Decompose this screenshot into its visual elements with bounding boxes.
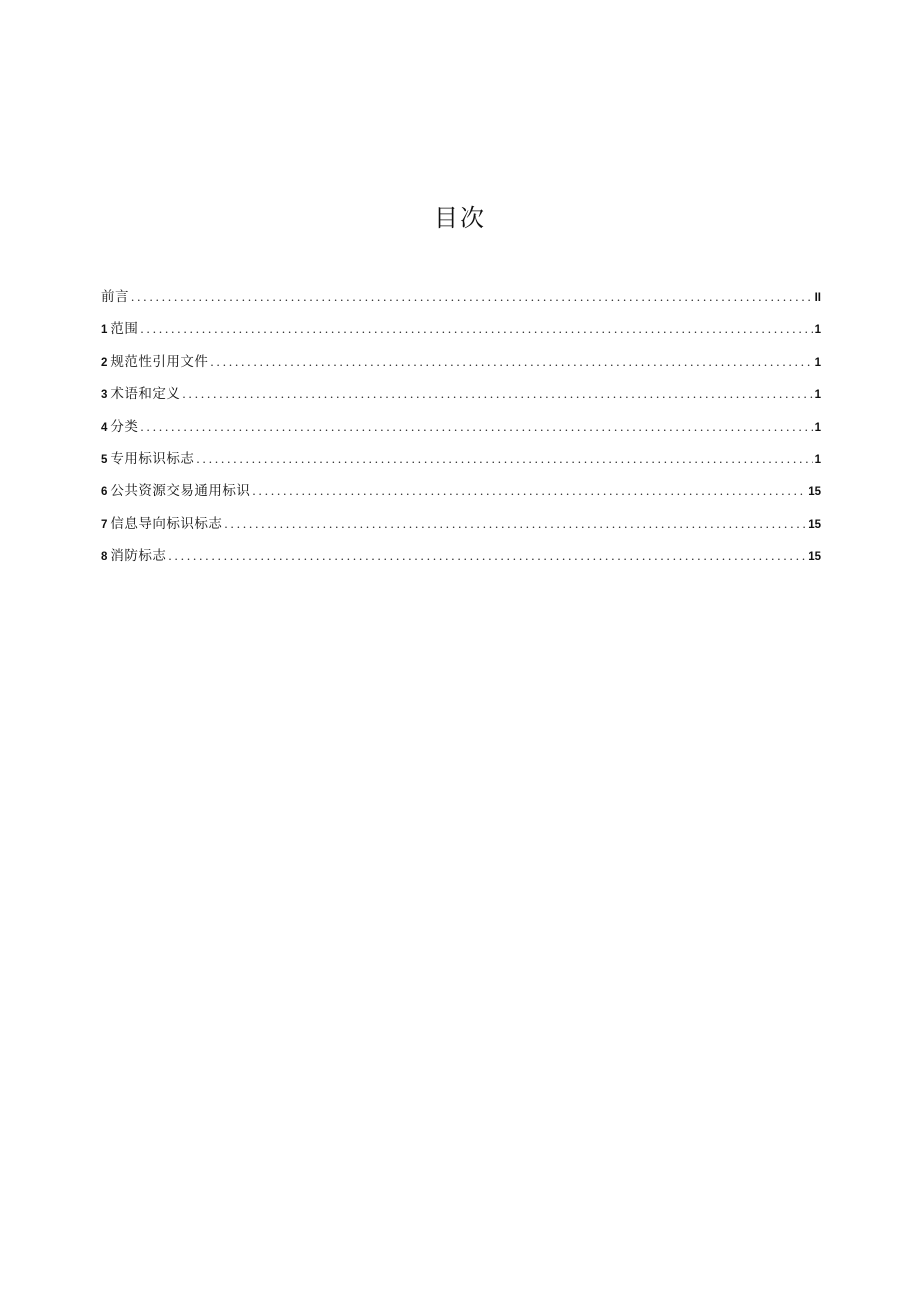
toc-entry-label: 消防标志 bbox=[110, 548, 167, 565]
toc-entry-label: 前言 bbox=[101, 289, 129, 305]
toc-title: 目次 bbox=[434, 204, 486, 232]
dot-leader bbox=[140, 415, 812, 439]
toc-entry-number: 8 bbox=[101, 551, 108, 564]
toc-entry-classification[interactable] bbox=[101, 415, 821, 447]
toc-entry-normative-references[interactable] bbox=[101, 350, 821, 382]
toc-entry-number: 7 bbox=[101, 518, 108, 531]
toc-entry-fire-signs[interactable] bbox=[101, 544, 821, 576]
dot-leader bbox=[224, 512, 806, 536]
dot-leader bbox=[140, 317, 812, 341]
toc-entry-number: 2 bbox=[101, 356, 108, 369]
table-of-contents bbox=[101, 285, 821, 577]
toc-entry-label: 术语和定义 bbox=[110, 386, 181, 403]
toc-entry-page: 15 bbox=[808, 518, 821, 531]
toc-entry-label: 信息导向标识标志 bbox=[110, 515, 223, 532]
toc-entry-foreword[interactable] bbox=[101, 285, 821, 317]
toc-entry-label: 分类 bbox=[110, 418, 139, 435]
toc-entry-page: 1 bbox=[814, 421, 821, 434]
toc-entry-number: 3 bbox=[101, 389, 108, 402]
toc-entry-page: 1 bbox=[814, 356, 821, 369]
dot-leader bbox=[196, 447, 812, 471]
toc-entry-page: 15 bbox=[808, 486, 821, 499]
toc-entry-number: 5 bbox=[101, 453, 108, 466]
toc-entry-page: 1 bbox=[814, 453, 821, 466]
dot-leader bbox=[252, 479, 806, 503]
dot-leader bbox=[210, 350, 812, 374]
dot-leader bbox=[131, 285, 813, 309]
toc-entry-label: 范围 bbox=[110, 321, 139, 338]
toc-entry-label: 规范性引用文件 bbox=[110, 353, 209, 370]
toc-entry-label: 专用标识标志 bbox=[110, 450, 195, 467]
toc-entry-number: 4 bbox=[101, 421, 108, 434]
dot-leader bbox=[182, 382, 812, 406]
toc-entry-scope[interactable] bbox=[101, 317, 821, 349]
toc-entry-page: 15 bbox=[808, 551, 821, 564]
toc-entry-number: 6 bbox=[101, 486, 108, 499]
toc-entry-number: 1 bbox=[101, 324, 108, 337]
toc-entry-public-resource-signs[interactable] bbox=[101, 479, 821, 511]
toc-entry-page: 1 bbox=[814, 389, 821, 402]
toc-entry-terms-definitions[interactable] bbox=[101, 382, 821, 414]
toc-entry-label: 公共资源交易通用标识 bbox=[110, 483, 251, 500]
dot-leader bbox=[168, 544, 806, 568]
toc-entry-information-guide-signs[interactable] bbox=[101, 512, 821, 544]
toc-entry-special-signs[interactable] bbox=[101, 447, 821, 479]
toc-entry-page: 1 bbox=[814, 324, 821, 337]
toc-entry-page: II bbox=[814, 292, 821, 304]
